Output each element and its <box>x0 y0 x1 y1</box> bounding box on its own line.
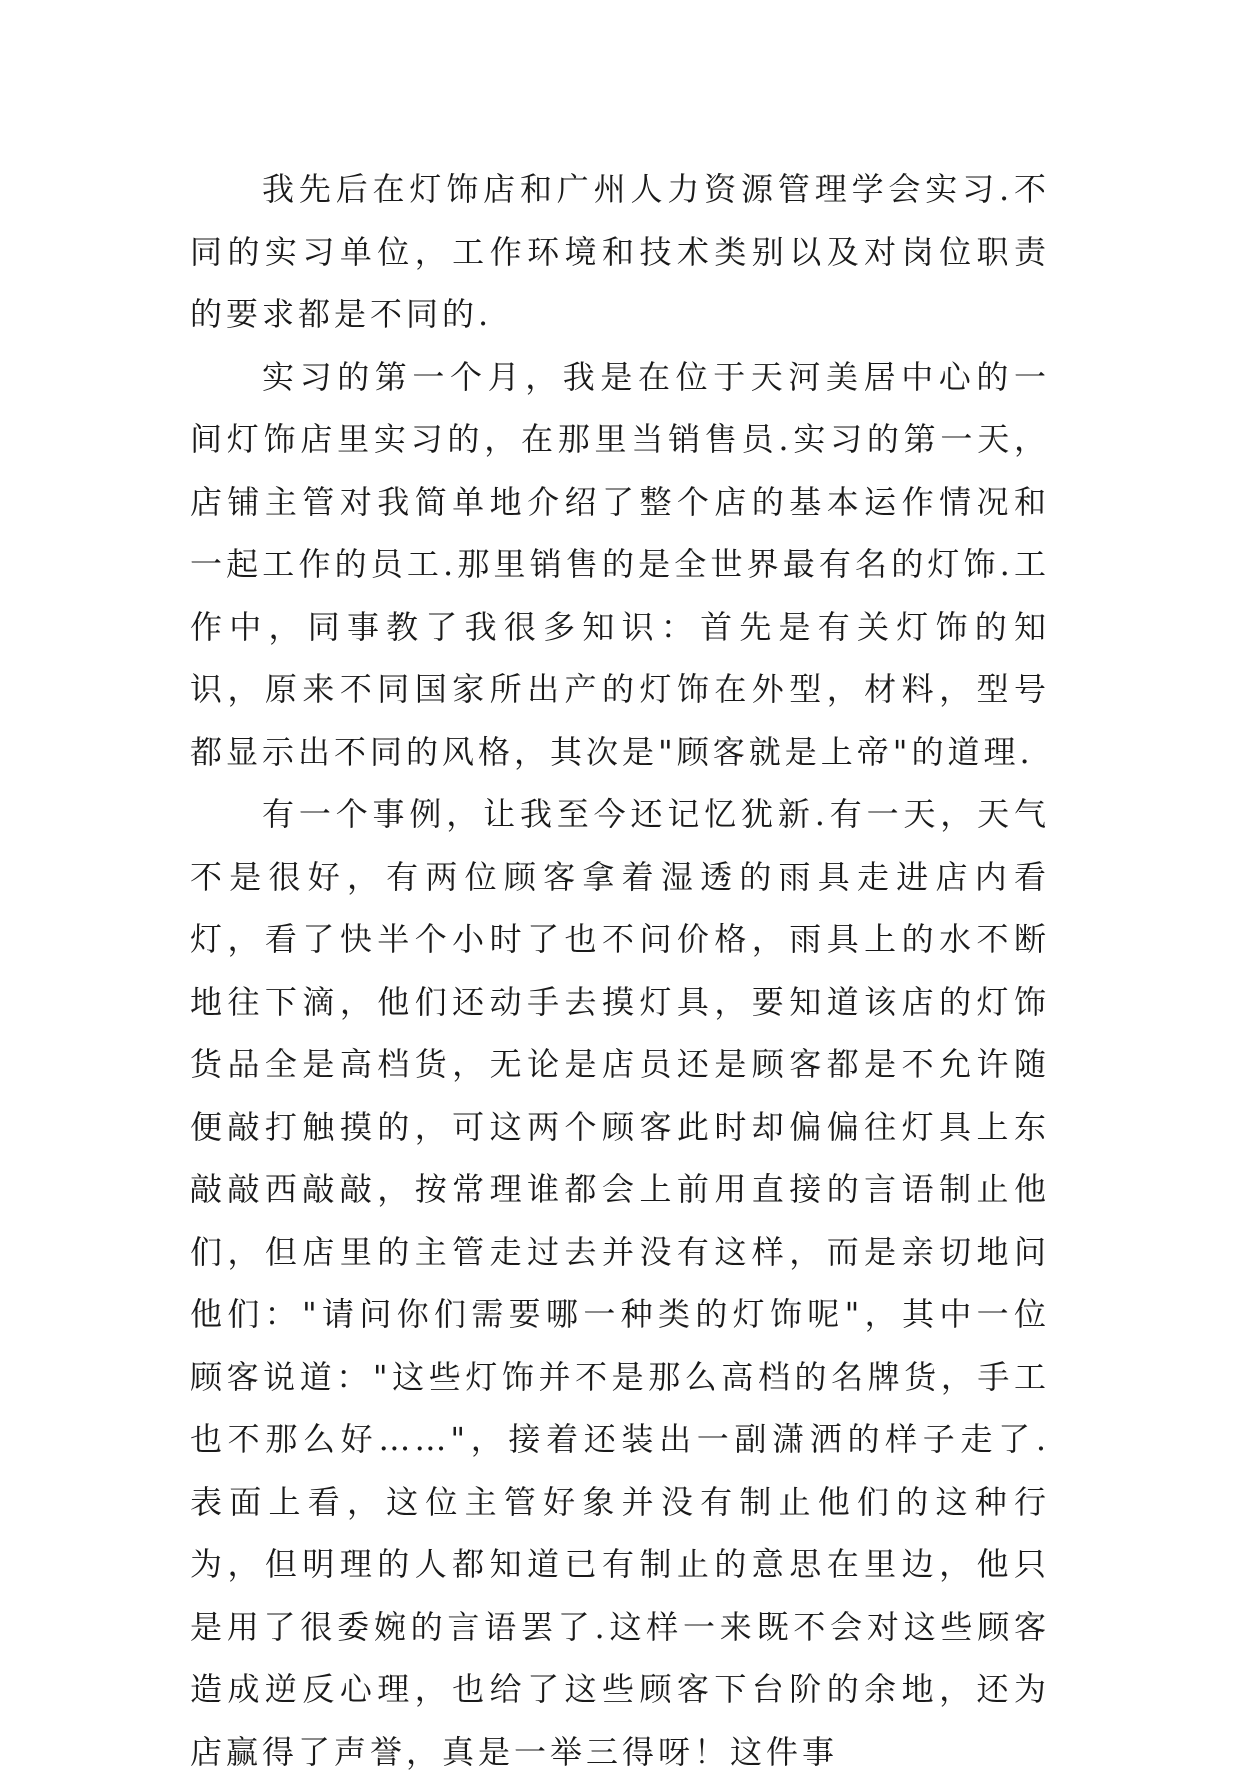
document-page <box>190 158 1050 1783</box>
paragraph-2: 实习的第一个月，我是在位于天河美居中心的一间灯饰店里实习的，在那里当销售员.实习的第一天，店铺主管对我简单地介绍了整个店的基本运作情况和一起工作的员工.那里销售的是全世界最有名的灯饰.工作中，同事教了我很多知识：首先是有关灯饰的知识，原来不同国家所出产的灯饰在外型，材料，型号都显示出不同的风格，其次是"顾客就是上帝"的道理. <box>190 357 1050 771</box>
paragraph-3: 有一个事例，让我至今还记忆犹新.有一天，天气不是很好，有两位顾客拿着湿透的雨具走进店内看灯，看了快半个小时了也不问价格，雨具上的水不断地往下滴，他们还动手去摸灯具，要知道该店的灯饰货品全是高档货，无论是店员还是顾客都是不允许随便敲打触摸的，可这两个顾客此时却偏偏往灯具上东敲敲西敲敲，按常理谁都会上前用直接的言语制止他们，但店里的主管走过去并没有这样，而是亲切地问他们："请问你们需要哪一种类的灯饰呢"，其中一位顾客说道："这些灯饰并不是那么高档的名牌货，手工也不那么好……"，接着还装出一副潇洒的样子走了.表面上看，这位主管好象并没有制止他们的这种行为，但明理的人都知道已有制止的意思在里边，他只是用了很委婉的言语罢了.这样一来既不会对这些顾客造成逆反心理，也给了这些顾客下台阶的余地，还为店赢得了声誉，真是一举三得呀！这件事 <box>190 795 1050 1771</box>
paragraph-1: 我先后在灯饰店和广州人力资源管理学会实习.不同的实习单位，工作环境和技术类别以及对岗位职责的要求都是不同的. <box>190 170 1050 333</box>
